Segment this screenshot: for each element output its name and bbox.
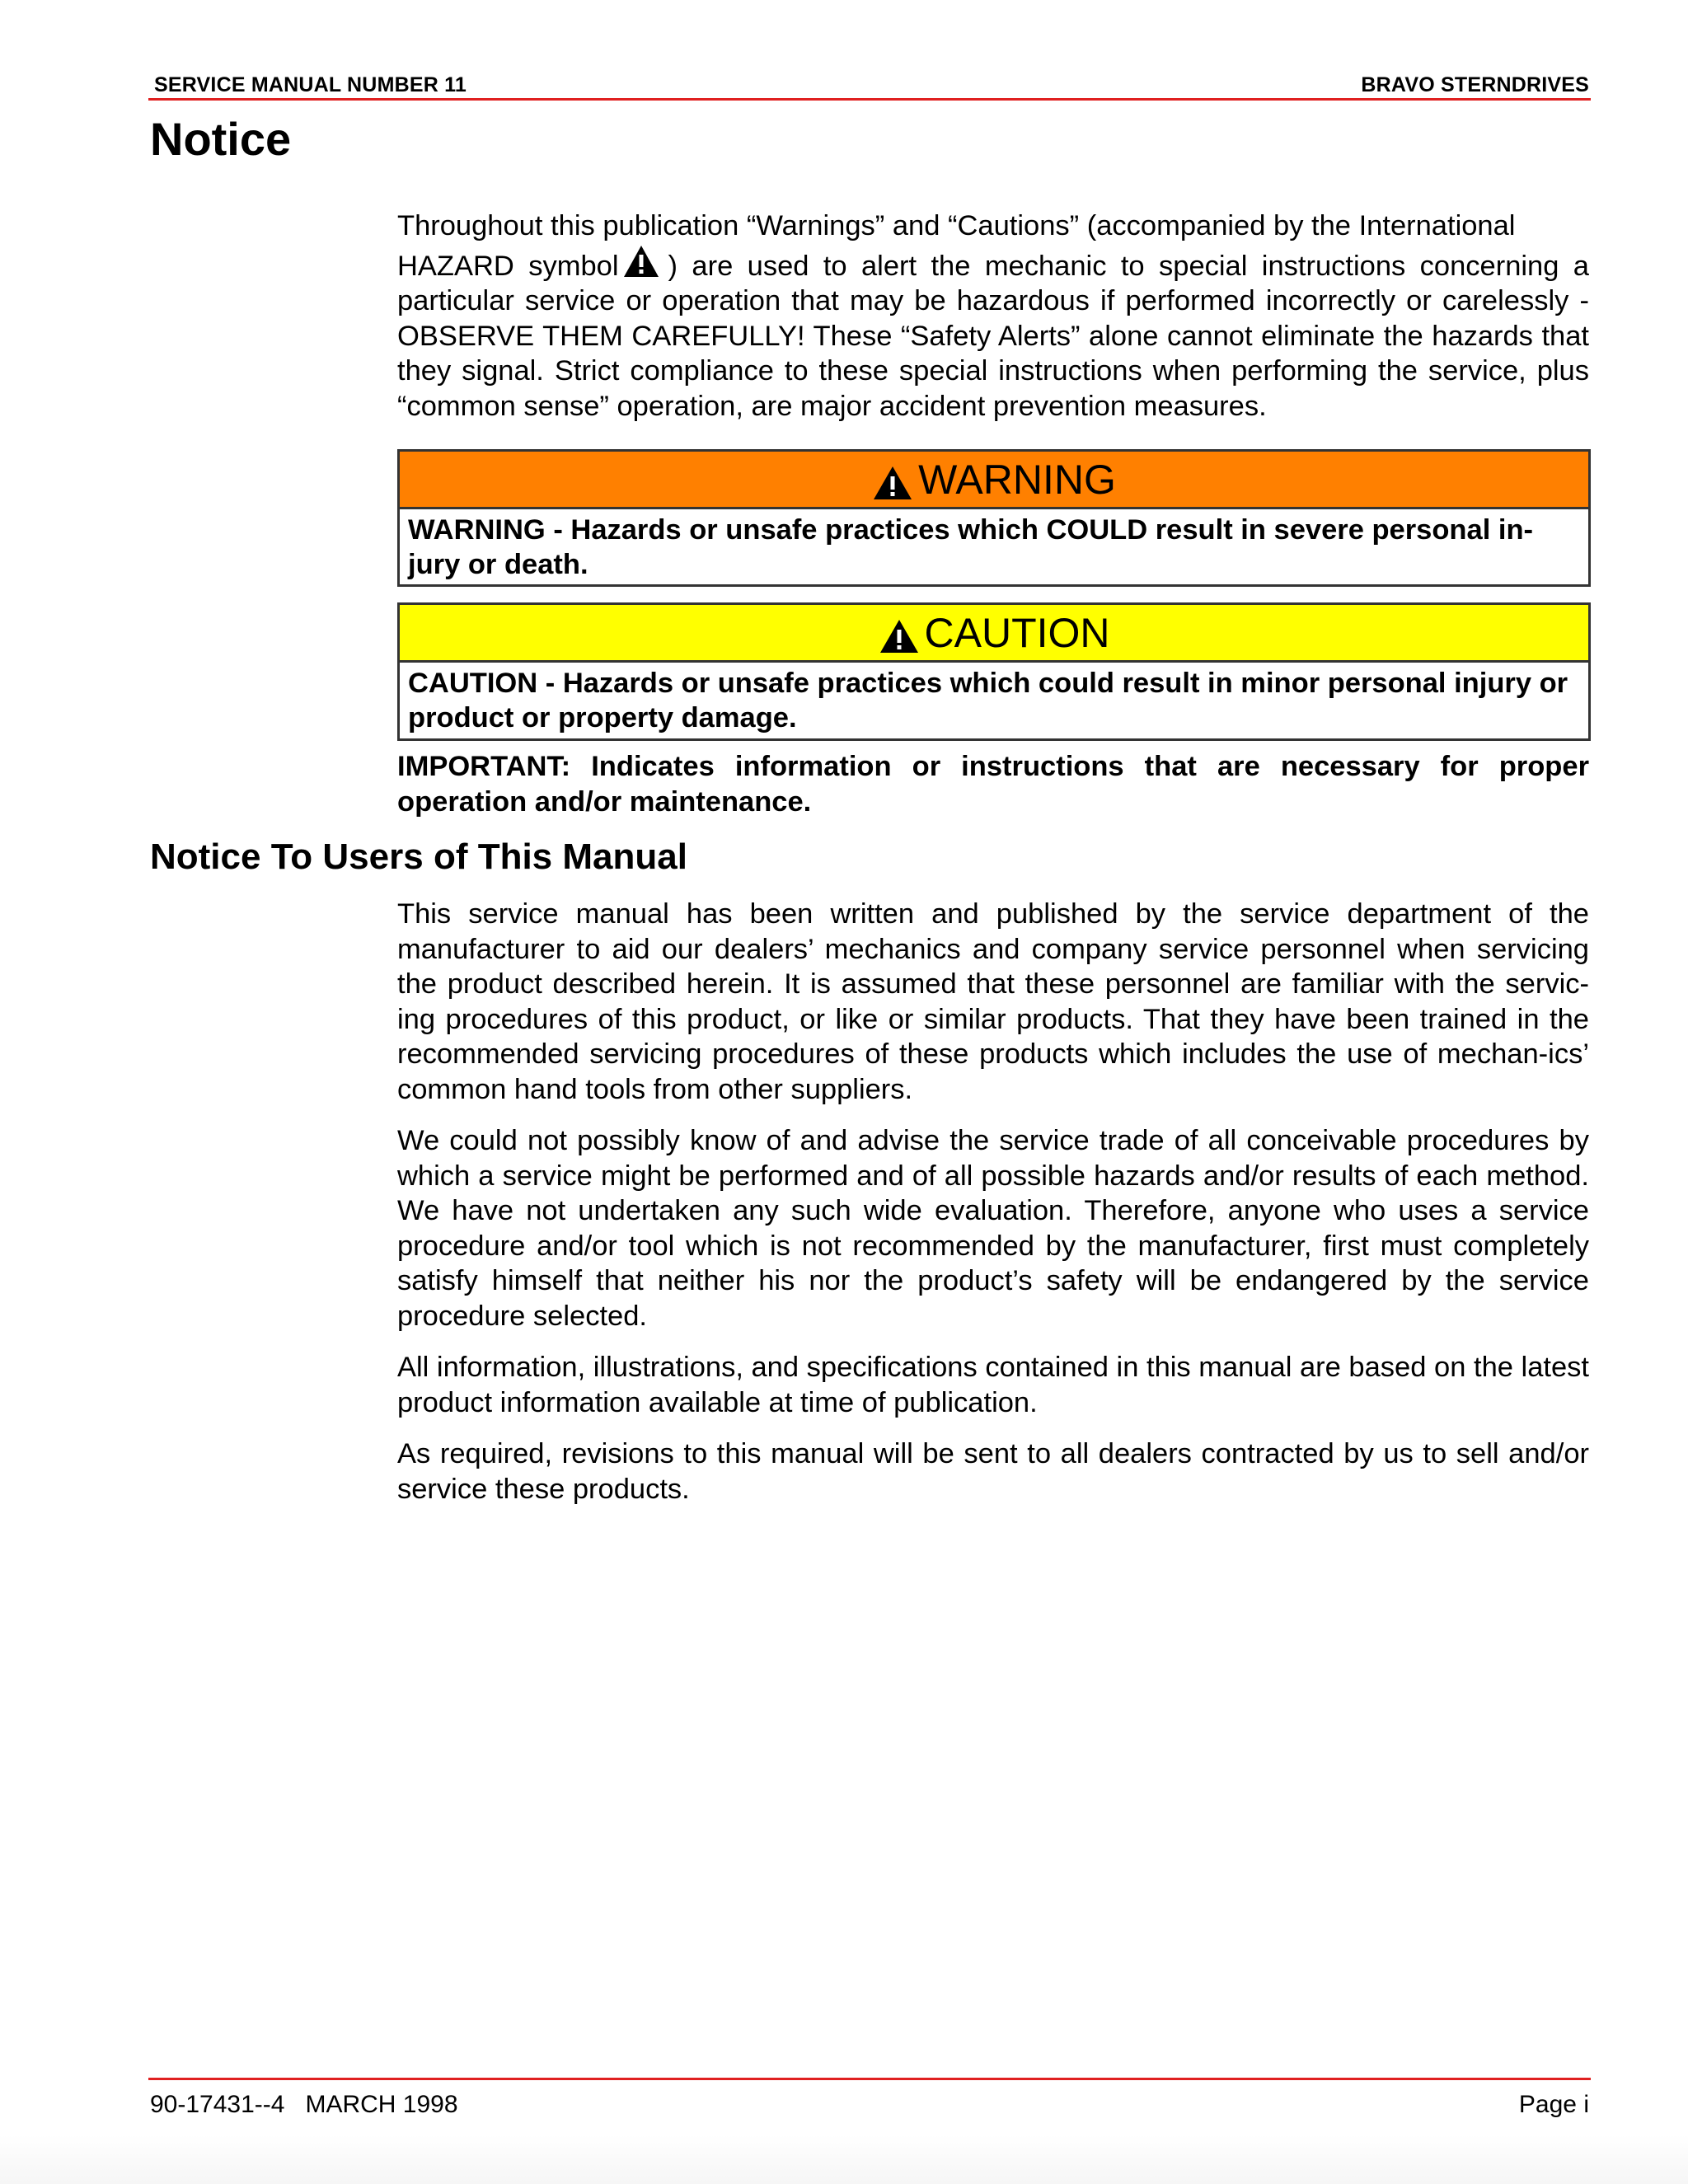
intro-paragraph <box>397 209 1589 424</box>
warning-header <box>400 452 1588 509</box>
warning-triangle-icon <box>872 465 913 501</box>
intro-line-1: Throughout this publication “Warnings” and “Cautions” (accompanied by the International <box>397 210 1516 241</box>
footer-doc-info <box>150 2091 458 2119</box>
warning-label: WARNING <box>918 456 1116 503</box>
warning-triangle-icon <box>879 618 920 654</box>
caution-label: CAUTION <box>924 609 1110 656</box>
section-heading: Notice To Users of This Manual <box>150 837 687 877</box>
intro-before-icon: HAZARD symbol <box>397 250 619 282</box>
page-title: Notice <box>150 113 292 165</box>
doc-date: MARCH 1998 <box>305 2091 458 2118</box>
users-paragraph-2: We could not possibly know of and advise the service trade of all conceivable procedures by which a service might be performed and of all possible hazards and/or results of each method. We have not undertaken any such wide evaluation. Therefore, anyone who uses a service procedure and/or tool which is not recommended by the manufacturer, first must completely satisfy himself that neither his nor the product’s safety will be endangered by the service procedure selected. <box>397 1125 1589 1332</box>
running-header <box>154 73 1589 97</box>
warning-box <box>397 449 1591 587</box>
users-section <box>397 897 1589 1523</box>
intro-after-icon: ) are used to alert the mechanic to special instructions concerning a particular service or operation that may be hazardous if performed incorrectly or carelessly - OBSERVE THEM CAREFULLY! These “Safety Alerts” alone cannot eliminate the hazards that they signal. Strict compliance to these special instructions when performing the service, plus “common sense” operation, are major accident prevention measures. <box>397 250 1589 422</box>
doc-number: 90-17431--4 <box>150 2091 285 2118</box>
important-note <box>397 749 1589 819</box>
warning-text: WARNING - Hazards or unsafe practices which COULD result in severe personal in-jury or death. <box>408 514 1534 580</box>
product-line: BRAVO STERNDRIVES <box>1361 73 1589 96</box>
important-text: IMPORTANT: Indicates information or instructions that are necessary for proper operation and/or maintenance. <box>397 751 1589 818</box>
manual-number: SERVICE MANUAL NUMBER 11 <box>154 73 467 96</box>
caution-box <box>397 602 1591 741</box>
scan-edge <box>0 2135 1688 2184</box>
intro-section <box>397 209 1589 424</box>
users-paragraph-1: This service manual has been written and published by the service department of the manufacturer to aid our dealers’ mechanics and company service personnel when servicing the product described herein. It is assumed that these personnel are familiar with the servic-ing procedures of this product, or like or similar products. That they have been trained in the recommended servicing procedures of these products which includes the use of mechan-ics’ common hand tools from other suppliers. <box>397 898 1589 1105</box>
caution-header <box>400 605 1588 663</box>
warning-triangle-icon <box>622 244 660 279</box>
caution-text: CAUTION - Hazards or unsafe practices which could result in minor personal injury or product or property damage. <box>408 668 1568 733</box>
header-rule <box>148 98 1591 101</box>
users-paragraph-3: All information, illustrations, and specifications contained in this manual are based on the latest product information available at time of publication. <box>397 1352 1589 1418</box>
page-number: Page i <box>1518 2091 1589 2118</box>
footer-rule <box>148 2078 1591 2080</box>
users-paragraph-4: As required, revisions to this manual will be sent to all dealers contracted by us to sell and/or service these products. <box>397 1438 1589 1505</box>
